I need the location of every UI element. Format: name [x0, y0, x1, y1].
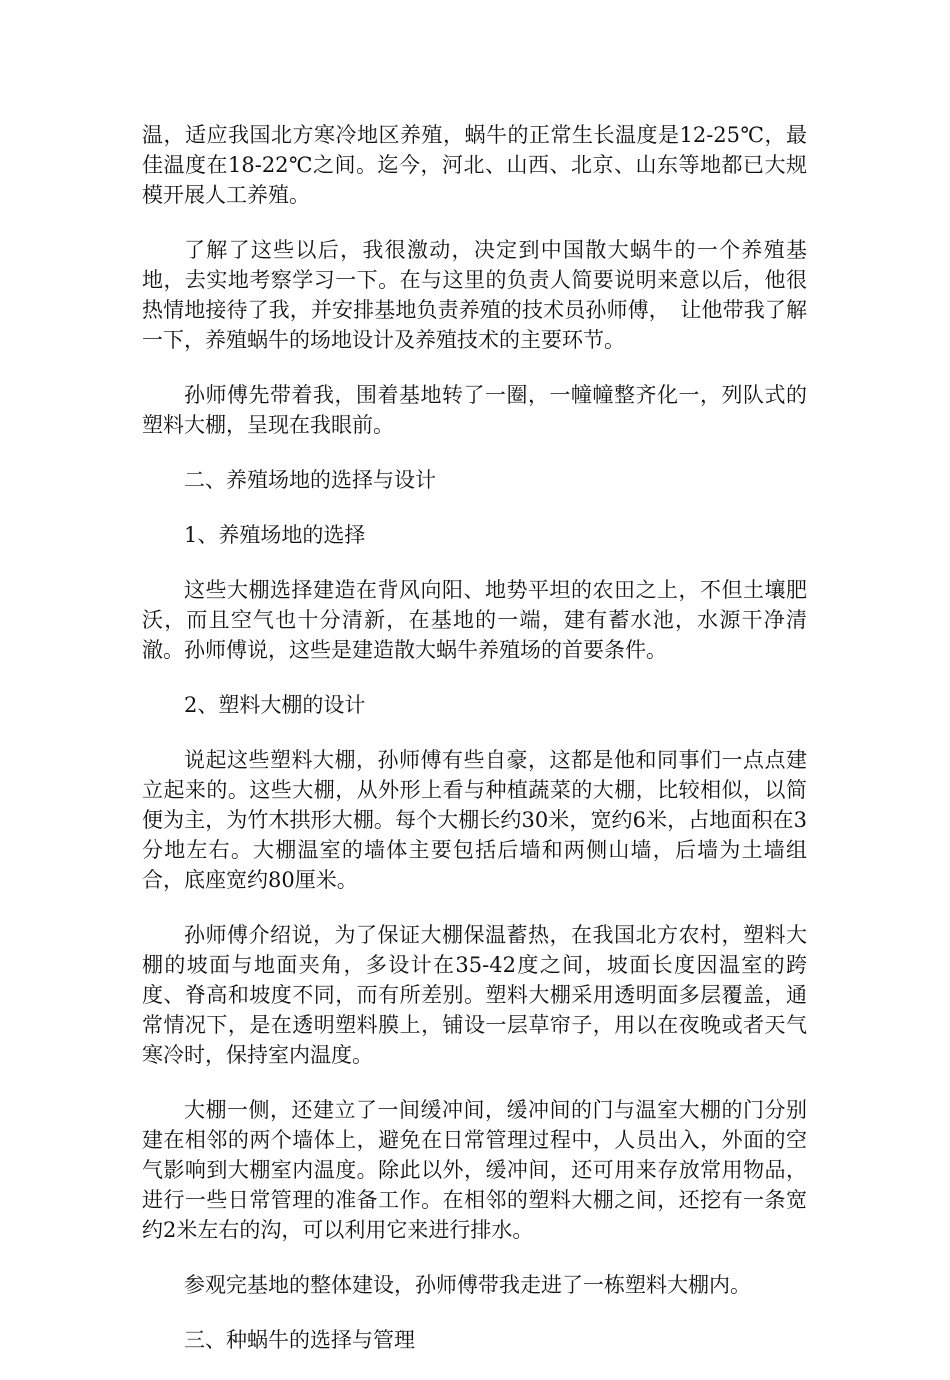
paragraph-visit-base: 了解了这些以后，我很激动，决定到中国散大蜗牛的一个养殖基地，去实地考察学习一下。在与这里的负责人简要说明来意以后，他很热情地接待了我，并安排基地负责养殖的技术员孙师傅， 让他带我了解一下，养殖蜗牛的场地设计及养殖技术的主要环节。 — [142, 238, 807, 352]
paragraph-greenhouse-structure: 说起这些塑料大棚，孙师傅有些自豪，这都是他和同事们一点点建立起来的。这些大棚，从外形上看与种植蔬菜的大棚，比较相似，以简便为主，为竹木拱形大棚。每个大棚长约30米，宽约6米，占地面积在3分地左右。大棚温室的墙体主要包括后墙和两侧山墙，后墙为土墙组合，底座宽约80厘米。 — [142, 748, 807, 892]
paragraph-greenhouse-angle: 孙师傅介绍说，为了保证大棚保温蓄热，在我国北方农村，塑料大棚的坡面与地面夹角，多设计在35-42度之间，坡面长度因温室的跨度、脊高和坡度不同，而有所差别。塑料大棚采用透明面多层覆盖，通常情况下，是在透明塑料膜上，铺设一层草帘子，用以在夜晚或者天气寒冷时，保持室内温度。 — [142, 923, 807, 1067]
section-heading-breeding-snails: 三、种蜗牛的选择与管理 — [184, 1328, 415, 1352]
paragraph-enter-greenhouse: 参观完基地的整体建设，孙师傅带我走进了一栋塑料大棚内。 — [184, 1273, 751, 1297]
section-heading-site: 二、养殖场地的选择与设计 — [184, 468, 436, 492]
paragraph-site-selection: 这些大棚选择建造在背风向阳、地势平坦的农田之上，不但土壤肥沃，而且空气也十分清新，在基地的一端，建有蓄水池，水源干净清澈。孙师傅说，这些是建造散大蜗牛养殖场的首要条件。 — [142, 578, 807, 662]
subsection-heading-site-selection: 1、养殖场地的选择 — [184, 523, 366, 547]
paragraph-climate: 温，适应我国北方寒冷地区养殖，蜗牛的正常生长温度是12-25℃，最佳温度在18-22℃之间。迄今，河北、山西、北京、山东等地都已大规模开展人工养殖。 — [142, 123, 807, 207]
subsection-heading-greenhouse-design: 2、塑料大棚的设计 — [184, 693, 366, 717]
paragraph-tour: 孙师傅先带着我，围着基地转了一圈，一幢幢整齐化一，列队式的塑料大棚，呈现在我眼前。 — [142, 383, 807, 437]
document-page — [142, 120, 807, 1380]
paragraph-buffer-room: 大棚一侧，还建立了一间缓冲间，缓冲间的门与温室大棚的门分别建在相邻的两个墙体上，避免在日常管理过程中，人员出入，外面的空气影响到大棚室内温度。除此以外，缓冲间，还可用来存放常用物品，进行一些日常管理的准备工作。在相邻的塑料大棚之间，还挖有一条宽约2米左右的沟，可以利用它来进行排水。 — [142, 1098, 807, 1242]
